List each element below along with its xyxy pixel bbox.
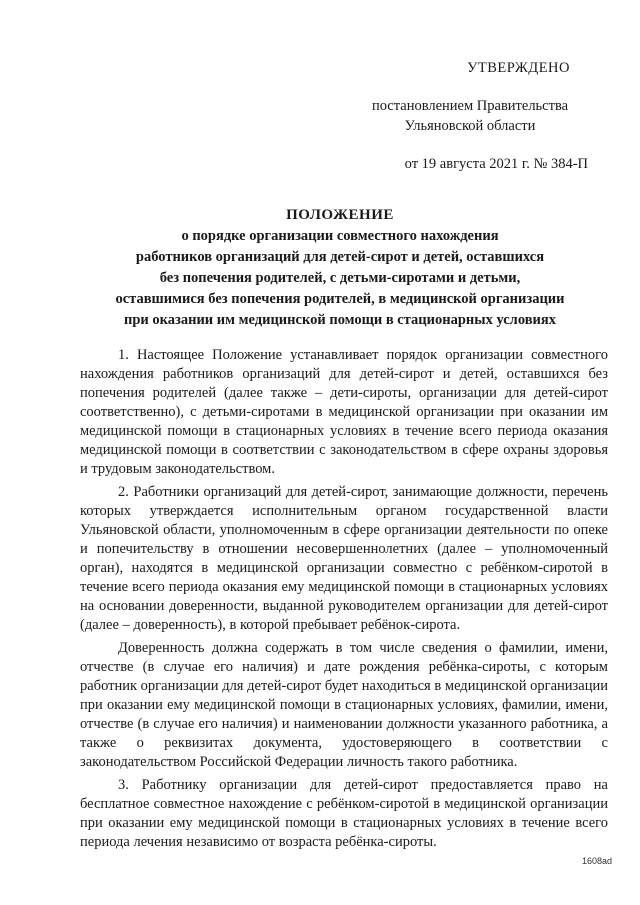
paragraph-2: 2. Работники организаций для детей-сирот, занимающие должности, перечень которых утверждается исполнительным органом государственной власти Ульяновской области, уполномоченным в сфере организации деятельности по опеке и попечительству в отношении несовершеннолетних (далее – уполномоченный орган), находятся в медицинской организации совместно с ребёнком-сиротой в течение всего периода оказания ему медицинской помощи в стационарных условиях на основании доверенности, выданной руководителем организации для детей-сирот (далее – доверенность), в которой пребывает ребёнок-сирота. bbox=[80, 484, 608, 633]
approval-issuer-line-2: Ульяновской области bbox=[404, 118, 536, 134]
document-heading: ПОЛОЖЕНИЕ bbox=[286, 207, 394, 223]
approval-stamp: УТВЕРЖДЕНО bbox=[467, 60, 570, 76]
paragraph-2-continuation: Доверенность должна содержать в том числе сведения о фамилии, имени, отчестве (в случае его наличия) и дате рождения ребёнка-сироты, с которым работник организации для детей-сирот будет находиться в медицинской организации при оказании ему медицинской помощи в стационарных условиях, фамилии, имени, отчестве (в случае его наличия) и наименовании должности указанного работника, а также о реквизитах документа, удостоверяющего в соответствии с законодательством Российской Федерации личность такого работника. bbox=[80, 640, 608, 770]
title-line: оставшимися без попечения родителей, в медицинской организации bbox=[115, 291, 565, 307]
document-title-block bbox=[70, 205, 610, 331]
title-line: о порядке организации совместного нахождения bbox=[181, 228, 499, 244]
document-body bbox=[80, 346, 608, 856]
approval-block bbox=[350, 58, 590, 174]
approval-issuer-line-1: постановлением Правительства bbox=[371, 98, 569, 114]
paragraph-1: 1. Настоящее Положение устанавливает порядок организации совместного нахождения работников организаций для детей-сирот и детей, оставшихся без попечения родителей (далее также – дети-сироты, организации для детей-сирот соответственно), с детьми-сиротами в медицинской организации при оказании им медицинской помощи в стационарных условиях в течение всего периода оказания медицинской помощи в соответствии с законодательством в сфере охраны здоровья и трудовым законодательством. bbox=[80, 347, 608, 477]
title-line: без попечения родителей, с детьми-сиротами и детьми, bbox=[159, 270, 521, 286]
title-line: при оказании им медицинской помощи в стационарных условиях bbox=[123, 312, 556, 328]
footer-document-code: 1608ad bbox=[581, 856, 612, 866]
approval-date: от 19 августа 2021 г. № 384-П bbox=[404, 156, 588, 172]
title-line: работников организаций для детей-сирот и детей, оставшихся bbox=[135, 249, 545, 265]
paragraph-3: 3. Работнику организации для детей-сирот предоставляется право на бесплатное совместное нахождение с ребёнком-сиротой в медицинской организации при оказании ему медицинской помощи в стационарных условиях в течение всего периода лечения независимо от возраста ребёнка-сироты. bbox=[80, 777, 608, 850]
